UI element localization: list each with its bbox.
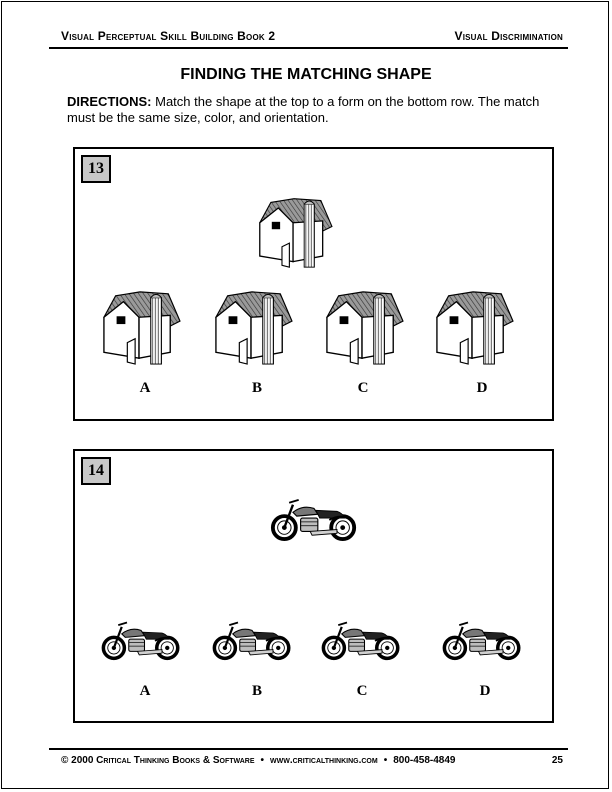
- choice-a-label[interactable]: A: [139, 380, 151, 396]
- motorcycle-icon[interactable]: [319, 619, 403, 666]
- choice-a-label[interactable]: A: [139, 683, 151, 699]
- barn-icon: [251, 195, 337, 274]
- phone-number: 800-458-4849: [393, 755, 456, 766]
- book-title: Visual Perceptual Skill Building Book 2: [61, 29, 276, 43]
- choice-b-label[interactable]: B: [251, 683, 262, 699]
- choice-d-label[interactable]: D: [476, 380, 488, 396]
- directions-label: DIRECTIONS:: [67, 94, 152, 109]
- barn-icon[interactable]: [318, 288, 408, 371]
- bullet-separator: •: [383, 755, 388, 766]
- choice-b-label[interactable]: B: [251, 380, 262, 396]
- page-title: FINDING THE MATCHING SHAPE: [180, 66, 432, 83]
- footer-rule: [49, 748, 568, 750]
- motorcycle-icon: [268, 497, 360, 546]
- copyright-text: © 2000 Critical Thinking Books & Software: [61, 755, 255, 766]
- choice-c-label[interactable]: C: [356, 683, 368, 699]
- barn-icon[interactable]: [428, 288, 518, 371]
- problem-14-panel: [73, 449, 554, 723]
- barn-icon[interactable]: [95, 288, 185, 371]
- website-link[interactable]: www.criticalthinking.com: [270, 755, 378, 766]
- motorcycle-icon[interactable]: [99, 619, 183, 666]
- choice-c-label[interactable]: C: [357, 380, 369, 396]
- footer: [61, 755, 456, 766]
- motorcycle-icon[interactable]: [210, 619, 294, 666]
- problem-number: 13: [81, 155, 111, 183]
- motorcycle-icon[interactable]: [440, 619, 524, 666]
- page-number: 25: [551, 755, 563, 766]
- directions: [67, 94, 567, 126]
- bullet-separator: •: [260, 755, 265, 766]
- section-title: Visual Discrimination: [454, 29, 563, 43]
- directions-text: Match the shape at the top to a form on the bottom row. The match must be the same size, color, and orientation.: [67, 94, 540, 125]
- problem-number: 14: [81, 457, 111, 485]
- choice-d-label[interactable]: D: [479, 683, 491, 699]
- problem-13-panel: [73, 147, 554, 421]
- barn-icon[interactable]: [207, 288, 297, 371]
- header-rule: [49, 47, 568, 49]
